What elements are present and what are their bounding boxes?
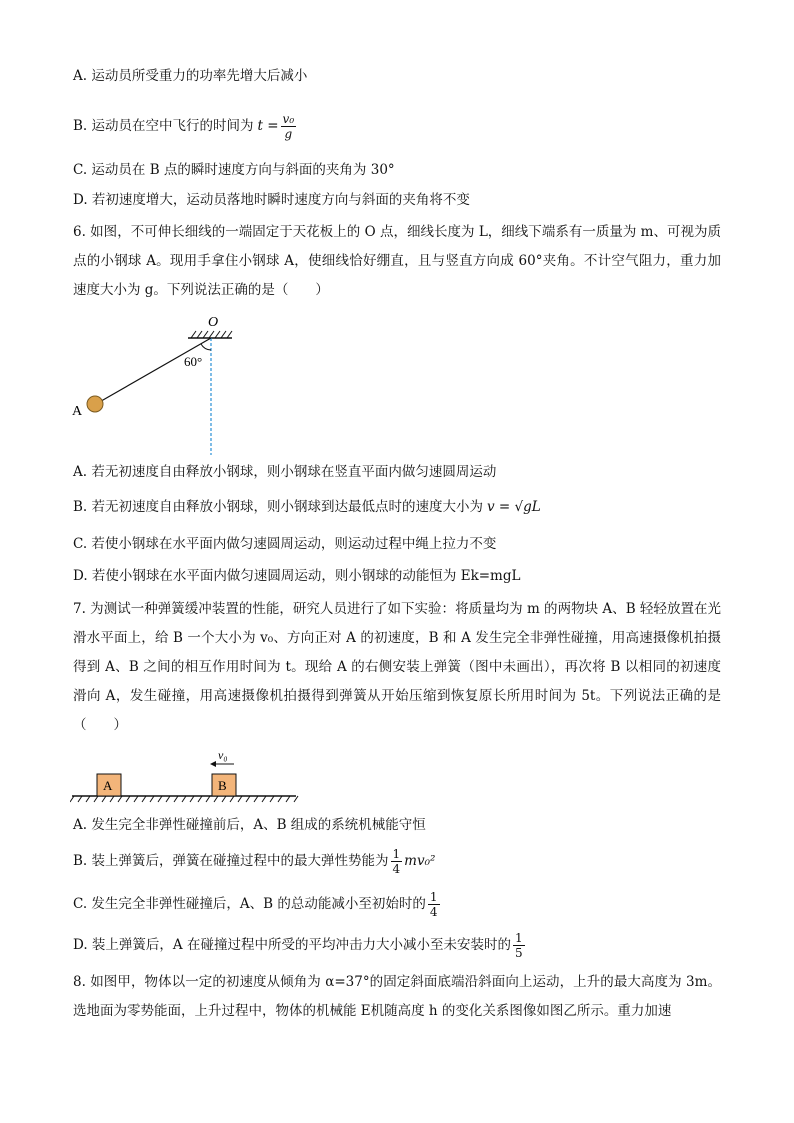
ground-hatch: [70, 796, 298, 802]
q7-option-c: [73, 886, 442, 922]
q7-option-b-text: B. 装上弹簧后，弹簧在碰撞过程中的最大弹性势能为: [73, 853, 389, 869]
q7-d-numerator: 1: [514, 930, 523, 945]
angle-arc: [201, 344, 211, 350]
q5-option-b-var: t =: [257, 118, 279, 134]
q5-option-b-text: B. 运动员在空中飞行的时间为: [73, 118, 254, 134]
q7-b-denominator: 4: [392, 861, 401, 876]
string-line: [96, 338, 211, 404]
q5-option-d: D. 若初速度增大，运动员落地时瞬时速度方向与斜面的夹角将不变: [73, 192, 470, 208]
ceiling-hatch: [191, 331, 232, 338]
q7-option-b-expression: mv₀²: [404, 853, 436, 869]
q5-fraction-numerator: v₀: [282, 111, 295, 126]
angle-label: 60°: [184, 354, 203, 369]
q6-stem: 6. 如图，不可伸长细线的一端固定于天花板上的 O 点，细线长度为 L，细线下端系有一质量为 m、可视为质点的小钢球 A。现用手拿住小钢球 A，使细线恰好绷直，且与竖直方向成 60°夹角。不计空气阻力，重力加速度大小为 g。下列说法正确的是（ ）: [73, 224, 721, 298]
q7-option-a: A. 发生完全非弹性碰撞前后，A、B 组成的系统机械能守恒: [73, 817, 426, 833]
steel-ball-a: [87, 396, 103, 412]
q6-option-c: C. 若使小钢球在水平面内做匀速圆周运动，则运动过程中绳上拉力不变: [73, 536, 497, 552]
q5-option-c: C. 运动员在 B 点的瞬时速度方向与斜面的夹角为 30°: [73, 162, 395, 178]
q6-option-a: A. 若无初速度自由释放小钢球，则小钢球在竖直平面内做匀速圆周运动: [73, 464, 497, 480]
q7-b-numerator: 1: [392, 846, 401, 861]
q7-option-d-fraction: [513, 931, 525, 960]
q6-pendulum-figure: [70, 310, 270, 460]
q7-option-d: [73, 927, 527, 963]
q8-stem: 8. 如图甲，物体以一定的初速度从倾角为 α=37°的固定斜面底端沿斜面向上运动，上升的最大高度为 3m。选地面为零势能面，上升过程中，物体的机械能 E机随高度 h 的变化关系图像如图乙所示。重力加速: [73, 974, 721, 1019]
q5-option-a: A. 运动员所受重力的功率先增大后减小: [73, 68, 308, 84]
point-o-label: O: [208, 315, 219, 330]
q7-stem: 7. 为测试一种弹簧缓冲装置的性能，研究人员进行了如下实验：将质量均为 m 的两物块 A、B 轻轻放置在光滑水平面上，给 B 一个大小为 v₀、方向正对 A 的初速度，B 和 A 发生完全非弹性碰撞，用高速摄像机拍摄得到 A、B 之间的相互作用时间为 t。现给 A 的右侧安装上弹簧（图中未画出），再次将 B 以相同的初速度滑向 A，发生碰撞，用高速摄像机拍摄得到弹簧从开始压缩到恢复原长所用时间为 5t。下列说法正确的是（ ）: [73, 601, 721, 733]
velocity-arrowhead: [210, 761, 216, 767]
q7-c-denominator: 4: [429, 904, 438, 919]
q7-option-d-text: D. 装上弹簧后，A 在碰撞过程中所受的平均冲击力大小减小至未安装时的: [73, 937, 511, 953]
block-a-label: A: [103, 778, 113, 793]
q7-option-b: [73, 843, 435, 879]
ball-a-label: A: [72, 404, 83, 419]
q6-option-b: [73, 497, 541, 517]
block-b-label: B: [218, 778, 227, 793]
q6-option-d: D. 若使小钢球在水平面内做匀速圆周运动，则小钢球的动能恒为 Ek=mgL: [73, 568, 521, 584]
q7-d-denominator: 5: [514, 945, 523, 960]
q7-option-c-fraction: [428, 890, 440, 919]
q6-option-b-text: B. 若无初速度自由释放小钢球，则小钢球到达最低点时的速度大小为: [73, 499, 484, 515]
velocity-label: v₀: [218, 748, 228, 762]
q5-option-b: [73, 108, 298, 144]
q6-option-b-formula: v = √gL: [487, 499, 541, 515]
q7-option-c-text: C. 发生完全非弹性碰撞后，A、B 的总动能减小至初始时的: [73, 896, 426, 912]
q5-fraction-denominator: g: [284, 126, 293, 141]
q5-option-b-fraction: [281, 112, 297, 141]
q7-c-numerator: 1: [429, 889, 438, 904]
q7-option-b-fraction: [391, 847, 403, 876]
q7-blocks-figure: [70, 748, 300, 804]
